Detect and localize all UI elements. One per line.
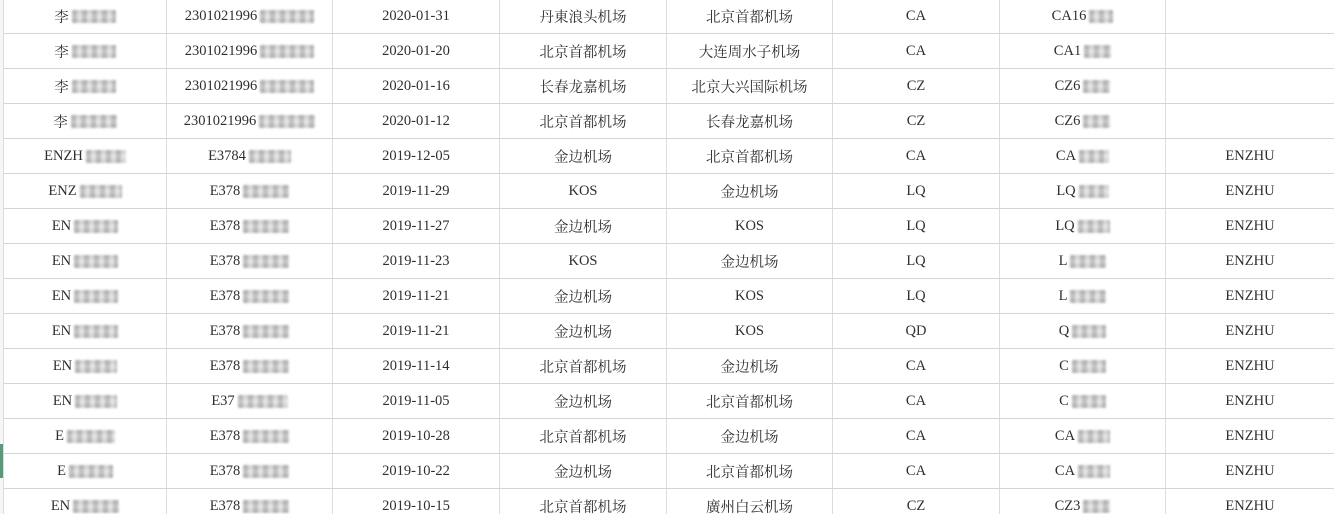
flight-number-cell[interactable]: [1000, 314, 1166, 348]
redacted-text-block: [75, 360, 117, 373]
cell-text: ENZ: [48, 182, 77, 199]
cell-text: CZ: [906, 497, 926, 514]
redacted-text-block: [1078, 220, 1110, 233]
flight-number-cell[interactable]: [1000, 139, 1166, 173]
cell-text: 2019-10-15: [382, 497, 450, 514]
cell-text: 北京大兴国际机场: [691, 79, 808, 96]
cell-text: 2019-11-29: [382, 182, 450, 199]
flight-date-cell[interactable]: [333, 139, 500, 173]
departure-airport-cell[interactable]: [500, 349, 667, 383]
cell-text: 北京首都机场: [539, 359, 627, 376]
passenger-name-cell[interactable]: [3, 454, 167, 488]
cell-text: KOS: [734, 322, 764, 339]
passenger-latin-name-cell[interactable]: [1166, 244, 1334, 278]
redacted-text-block: [243, 430, 289, 443]
selected-row-marker: [0, 444, 3, 478]
redacted-text-block: [72, 45, 116, 58]
departure-airport-cell[interactable]: [500, 419, 667, 453]
cell-text: 金边机场: [554, 149, 612, 166]
passenger-latin-name-cell[interactable]: [1166, 104, 1334, 138]
airline-code-cell[interactable]: [833, 349, 1000, 383]
arrival-airport-cell[interactable]: [667, 209, 833, 243]
document-number-cell[interactable]: [167, 69, 333, 103]
flight-number-cell[interactable]: [1000, 279, 1166, 313]
passenger-name-cell[interactable]: [3, 419, 167, 453]
departure-airport-cell[interactable]: [500, 244, 667, 278]
passenger-name-cell[interactable]: [3, 139, 167, 173]
flight-number-cell[interactable]: [1000, 69, 1166, 103]
redacted-text-block: [243, 220, 289, 233]
cell-text: E378: [209, 252, 241, 269]
departure-airport-cell[interactable]: [500, 104, 667, 138]
departure-airport-cell[interactable]: [500, 174, 667, 208]
arrival-airport-cell[interactable]: [667, 349, 833, 383]
cell-text: ENZHU: [1225, 147, 1275, 164]
cell-text: QD: [905, 322, 927, 339]
arrival-airport-cell[interactable]: [667, 384, 833, 418]
arrival-airport-cell[interactable]: [667, 419, 833, 453]
cell-text: L: [1058, 287, 1068, 304]
table-row: [3, 489, 1334, 514]
cell-text: 2019-11-14: [382, 357, 450, 374]
cell-text: CA: [905, 42, 927, 59]
document-number-cell[interactable]: [167, 0, 333, 33]
cell-text: ENZHU: [1225, 427, 1275, 444]
cell-text: CA: [1054, 462, 1076, 479]
cell-text: ENZHU: [1225, 287, 1275, 304]
document-number-cell[interactable]: [167, 419, 333, 453]
flight-number-cell[interactable]: [1000, 349, 1166, 383]
table-row: [3, 279, 1334, 314]
cell-text: 北京首都机场: [539, 499, 627, 514]
flight-date-cell[interactable]: [333, 174, 500, 208]
cell-text: E: [57, 462, 66, 479]
airline-code-cell[interactable]: [833, 314, 1000, 348]
cell-text: 2019-11-27: [382, 217, 450, 234]
flight-date-cell[interactable]: [333, 384, 500, 418]
flight-date-cell[interactable]: [333, 419, 500, 453]
redacted-text-block: [249, 150, 291, 163]
cell-text: E378: [209, 217, 241, 234]
cell-text: 金边机场: [720, 254, 779, 271]
redacted-text-block: [243, 255, 289, 268]
cell-text: ENZHU: [1225, 217, 1275, 234]
cell-text: 丹東浪头机场: [539, 9, 627, 26]
redacted-text-block: [1072, 325, 1106, 338]
passenger-latin-name-cell[interactable]: [1166, 34, 1334, 68]
cell-text: KOS: [568, 252, 598, 269]
passenger-name-cell[interactable]: [3, 489, 167, 514]
cell-text: ENZHU: [1225, 462, 1275, 479]
cell-text: E378: [209, 322, 241, 339]
flight-date-cell[interactable]: [333, 454, 500, 488]
cell-text: EN: [52, 357, 73, 374]
cell-text: 2019-11-21: [382, 322, 450, 339]
cell-text: CA: [1054, 427, 1076, 444]
table-row: [3, 384, 1334, 419]
cell-text: CA1: [1053, 42, 1082, 59]
cell-text: 北京首都机场: [706, 464, 793, 481]
flight-date-cell[interactable]: [333, 349, 500, 383]
cell-text: 北京首都机场: [539, 44, 627, 61]
cell-text: CZ6: [1054, 77, 1081, 94]
table-row: [3, 34, 1334, 69]
arrival-airport-cell[interactable]: [667, 0, 833, 33]
redacted-text-block: [72, 80, 116, 93]
arrival-airport-cell[interactable]: [667, 279, 833, 313]
departure-airport-cell[interactable]: [500, 314, 667, 348]
flight-number-cell[interactable]: [1000, 244, 1166, 278]
document-number-cell[interactable]: [167, 104, 333, 138]
cell-text: 2301021996: [184, 7, 258, 24]
cell-text: 金边机场: [554, 464, 612, 481]
cell-text: EN: [51, 217, 72, 234]
passenger-name-cell[interactable]: [3, 0, 167, 33]
flight-number-cell[interactable]: [1000, 419, 1166, 453]
cell-text: CA: [905, 392, 927, 409]
cell-text: CZ6: [1054, 112, 1081, 129]
airline-code-cell[interactable]: [833, 279, 1000, 313]
flight-number-cell[interactable]: [1000, 174, 1166, 208]
cell-text: 金边机场: [554, 289, 612, 306]
passenger-latin-name-cell[interactable]: [1166, 209, 1334, 243]
passenger-latin-name-cell[interactable]: [1166, 139, 1334, 173]
arrival-airport-cell[interactable]: [667, 244, 833, 278]
cell-text: KOS: [734, 287, 764, 304]
flight-number-cell[interactable]: [1000, 34, 1166, 68]
cell-text: ENZH: [44, 147, 83, 164]
redacted-text-block: [1083, 500, 1110, 513]
cell-text: 金边机场: [720, 184, 779, 201]
cell-text: E3784: [208, 147, 246, 164]
airline-code-cell[interactable]: [833, 489, 1000, 514]
cell-text: 金边机场: [554, 394, 612, 411]
passenger-name-cell[interactable]: [3, 384, 167, 418]
redacted-text-block: [80, 185, 122, 198]
redacted-text-block: [243, 360, 289, 373]
redacted-text-block: [1070, 255, 1106, 268]
redacted-text-block: [238, 395, 288, 408]
cell-text: LQ: [1055, 217, 1075, 234]
arrival-airport-cell[interactable]: [667, 489, 833, 514]
cell-text: CA: [905, 462, 927, 479]
cell-text: E378: [209, 182, 241, 199]
document-number-cell[interactable]: [167, 279, 333, 313]
cell-text: E378: [209, 427, 241, 444]
table-row: [3, 454, 1334, 489]
cell-text: 2020-01-20: [382, 42, 450, 59]
flight-date-cell[interactable]: [333, 69, 500, 103]
cell-text: 李: [54, 79, 69, 96]
flight-date-cell[interactable]: [333, 279, 500, 313]
passenger-name-cell[interactable]: [3, 314, 167, 348]
cell-text: CZ: [906, 112, 926, 129]
cell-text: 大连周水子机场: [698, 44, 801, 61]
flight-date-cell[interactable]: [333, 244, 500, 278]
flight-date-cell[interactable]: [333, 104, 500, 138]
redacted-text-block: [1089, 10, 1113, 23]
redacted-text-block: [75, 395, 117, 408]
departure-airport-cell[interactable]: [500, 384, 667, 418]
cell-text: C: [1059, 392, 1069, 409]
cell-text: EN: [51, 322, 72, 339]
redacted-text-block: [69, 465, 113, 478]
redacted-text-block: [1072, 360, 1106, 373]
redacted-text-block: [1083, 80, 1110, 93]
airline-code-cell[interactable]: [833, 104, 1000, 138]
flight-number-cell[interactable]: [1000, 209, 1166, 243]
departure-airport-cell[interactable]: [500, 34, 667, 68]
arrival-airport-cell[interactable]: [667, 174, 833, 208]
cell-text: ENZHU: [1225, 392, 1275, 409]
redacted-text-block: [1072, 395, 1106, 408]
arrival-airport-cell[interactable]: [667, 314, 833, 348]
cell-text: E378: [209, 287, 241, 304]
airline-code-cell[interactable]: [833, 209, 1000, 243]
passenger-name-cell[interactable]: [3, 349, 167, 383]
arrival-airport-cell[interactable]: [667, 104, 833, 138]
cell-text: EN: [51, 252, 72, 269]
cell-text: 金边机场: [554, 219, 612, 236]
cell-text: EN: [52, 392, 73, 409]
cell-text: ENZHU: [1225, 497, 1275, 514]
flight-number-cell[interactable]: [1000, 489, 1166, 514]
flight-number-cell[interactable]: [1000, 104, 1166, 138]
passenger-latin-name-cell[interactable]: [1166, 384, 1334, 418]
table-row: [3, 104, 1334, 139]
redacted-text-block: [1079, 150, 1109, 163]
flight-number-cell[interactable]: [1000, 454, 1166, 488]
cell-text: EN: [51, 287, 72, 304]
cell-text: ENZHU: [1225, 252, 1275, 269]
cell-text: CZ3: [1054, 497, 1081, 514]
passenger-name-cell[interactable]: [3, 244, 167, 278]
passenger-name-cell[interactable]: [3, 174, 167, 208]
redacted-text-block: [1084, 45, 1111, 58]
cell-text: LQ: [1056, 182, 1076, 199]
flight-records-table: [3, 0, 1334, 514]
redacted-text-block: [72, 10, 116, 23]
document-number-cell[interactable]: [167, 489, 333, 514]
airline-code-cell[interactable]: [833, 174, 1000, 208]
redacted-text-block: [74, 325, 118, 338]
redacted-text-block: [243, 325, 289, 338]
cell-text: LQ: [906, 217, 926, 234]
departure-airport-cell[interactable]: [500, 209, 667, 243]
redacted-text-block: [260, 10, 314, 23]
airline-code-cell[interactable]: [833, 0, 1000, 33]
cell-text: 李: [54, 44, 69, 61]
flight-date-cell[interactable]: [333, 489, 500, 514]
redacted-text-block: [67, 430, 115, 443]
flight-date-cell[interactable]: [333, 0, 500, 33]
cell-text: KOS: [568, 182, 598, 199]
document-number-cell[interactable]: [167, 34, 333, 68]
redacted-text-block: [1070, 290, 1106, 303]
cell-text: CA: [905, 357, 927, 374]
cell-text: 长春龙嘉机场: [706, 114, 793, 131]
cell-text: 2020-01-12: [382, 112, 450, 129]
flight-number-cell[interactable]: [1000, 384, 1166, 418]
airline-code-cell[interactable]: [833, 384, 1000, 418]
cell-text: E378: [209, 497, 241, 514]
passenger-latin-name-cell[interactable]: [1166, 489, 1334, 514]
departure-airport-cell[interactable]: [500, 69, 667, 103]
cell-text: 李: [53, 114, 68, 131]
table-row: [3, 419, 1334, 454]
flight-date-cell[interactable]: [333, 209, 500, 243]
cell-text: 2020-01-16: [382, 77, 450, 94]
cell-text: 长春龙嘉机场: [539, 79, 627, 96]
redacted-text-block: [1083, 115, 1110, 128]
passenger-latin-name-cell[interactable]: [1166, 314, 1334, 348]
cell-text: Q: [1058, 322, 1070, 339]
redacted-text-block: [74, 290, 118, 303]
passenger-latin-name-cell[interactable]: [1166, 349, 1334, 383]
document-number-cell[interactable]: [167, 314, 333, 348]
document-number-cell[interactable]: [167, 349, 333, 383]
table-row: [3, 69, 1334, 104]
table-row: [3, 139, 1334, 174]
cell-text: L: [1058, 252, 1068, 269]
cell-text: E378: [209, 357, 241, 374]
cell-text: 廣州白云机场: [706, 499, 793, 514]
cell-text: ENZHU: [1225, 182, 1275, 199]
airline-code-cell[interactable]: [833, 244, 1000, 278]
table-row: [3, 349, 1334, 384]
flight-date-cell[interactable]: [333, 314, 500, 348]
airline-code-cell[interactable]: [833, 419, 1000, 453]
table-row: [3, 0, 1334, 34]
cell-text: 2019-10-22: [382, 462, 450, 479]
redacted-text-block: [1078, 465, 1110, 478]
passenger-latin-name-cell[interactable]: [1166, 419, 1334, 453]
redacted-text-block: [259, 115, 315, 128]
departure-airport-cell[interactable]: [500, 279, 667, 313]
cell-text: CA: [905, 147, 927, 164]
document-number-cell[interactable]: [167, 454, 333, 488]
cell-text: KOS: [734, 217, 764, 234]
cell-text: ENZHU: [1225, 357, 1275, 374]
cell-text: 2019-10-28: [382, 427, 450, 444]
document-number-cell[interactable]: [167, 209, 333, 243]
redacted-text-block: [73, 500, 119, 513]
redacted-text-block: [260, 80, 314, 93]
passenger-latin-name-cell[interactable]: [1166, 174, 1334, 208]
cell-text: CA: [905, 427, 927, 444]
cell-text: 2301021996: [184, 77, 258, 94]
cell-text: C: [1059, 357, 1069, 374]
cell-text: EN: [50, 497, 71, 514]
document-number-cell[interactable]: [167, 384, 333, 418]
redacted-text-block: [243, 185, 289, 198]
table-row: [3, 244, 1334, 279]
redacted-text-block: [243, 290, 289, 303]
departure-airport-cell[interactable]: [500, 0, 667, 33]
cell-text: ENZHU: [1225, 322, 1275, 339]
redacted-text-block: [74, 220, 118, 233]
table-row: [3, 314, 1334, 349]
flight-number-cell[interactable]: [1000, 0, 1166, 33]
airline-code-cell[interactable]: [833, 139, 1000, 173]
arrival-airport-cell[interactable]: [667, 34, 833, 68]
redacted-text-block: [260, 45, 314, 58]
cell-text: 金边机场: [554, 324, 612, 341]
cell-text: 2019-12-05: [382, 147, 450, 164]
passenger-name-cell[interactable]: [3, 34, 167, 68]
passenger-name-cell[interactable]: [3, 209, 167, 243]
cell-text: CA: [1055, 147, 1077, 164]
cell-text: CA: [905, 7, 927, 24]
arrival-airport-cell[interactable]: [667, 139, 833, 173]
cell-text: 2301021996: [184, 42, 258, 59]
redacted-text-block: [71, 115, 117, 128]
redacted-text-block: [243, 465, 289, 478]
table-row: [3, 174, 1334, 209]
redacted-text-block: [74, 255, 118, 268]
redacted-text-block: [1078, 430, 1110, 443]
cell-text: LQ: [906, 252, 926, 269]
passenger-name-cell[interactable]: [3, 279, 167, 313]
redacted-text-block: [86, 150, 126, 163]
cell-text: 金边机场: [720, 429, 779, 446]
cell-text: 2020-01-31: [382, 7, 450, 24]
cell-text: 北京首都机场: [706, 149, 793, 166]
cell-text: CZ: [906, 77, 926, 94]
arrival-airport-cell[interactable]: [667, 69, 833, 103]
passenger-latin-name-cell[interactable]: [1166, 0, 1334, 33]
departure-airport-cell[interactable]: [500, 489, 667, 514]
cell-text: 北京首都机场: [539, 114, 627, 131]
cell-text: E37: [211, 392, 235, 409]
cell-text: CA16: [1051, 7, 1087, 24]
flight-date-cell[interactable]: [333, 34, 500, 68]
airline-code-cell[interactable]: [833, 69, 1000, 103]
cell-text: LQ: [906, 182, 926, 199]
cell-text: 2301021996: [183, 112, 257, 129]
cell-text: E: [55, 427, 64, 444]
arrival-airport-cell[interactable]: [667, 454, 833, 488]
airline-code-cell[interactable]: [833, 454, 1000, 488]
passenger-latin-name-cell[interactable]: [1166, 454, 1334, 488]
cell-text: LQ: [906, 287, 926, 304]
cell-text: 北京首都机场: [706, 9, 793, 26]
cell-text: 2019-11-21: [382, 287, 450, 304]
passenger-latin-name-cell[interactable]: [1166, 69, 1334, 103]
cell-text: 2019-11-05: [382, 392, 450, 409]
cell-text: 2019-11-23: [382, 252, 450, 269]
cell-text: E378: [209, 462, 241, 479]
departure-airport-cell[interactable]: [500, 454, 667, 488]
redacted-text-block: [243, 500, 289, 513]
cell-text: 金边机场: [720, 359, 779, 376]
departure-airport-cell[interactable]: [500, 139, 667, 173]
cell-text: 北京首都机场: [539, 429, 627, 446]
passenger-name-cell[interactable]: [3, 104, 167, 138]
passenger-name-cell[interactable]: [3, 69, 167, 103]
airline-code-cell[interactable]: [833, 34, 1000, 68]
redacted-text-block: [1079, 185, 1109, 198]
cell-text: 李: [54, 9, 69, 26]
passenger-latin-name-cell[interactable]: [1166, 279, 1334, 313]
table-row: [3, 209, 1334, 244]
document-number-cell[interactable]: [167, 244, 333, 278]
document-number-cell[interactable]: [167, 139, 333, 173]
document-number-cell[interactable]: [167, 174, 333, 208]
cell-text: 北京首都机场: [706, 394, 793, 411]
